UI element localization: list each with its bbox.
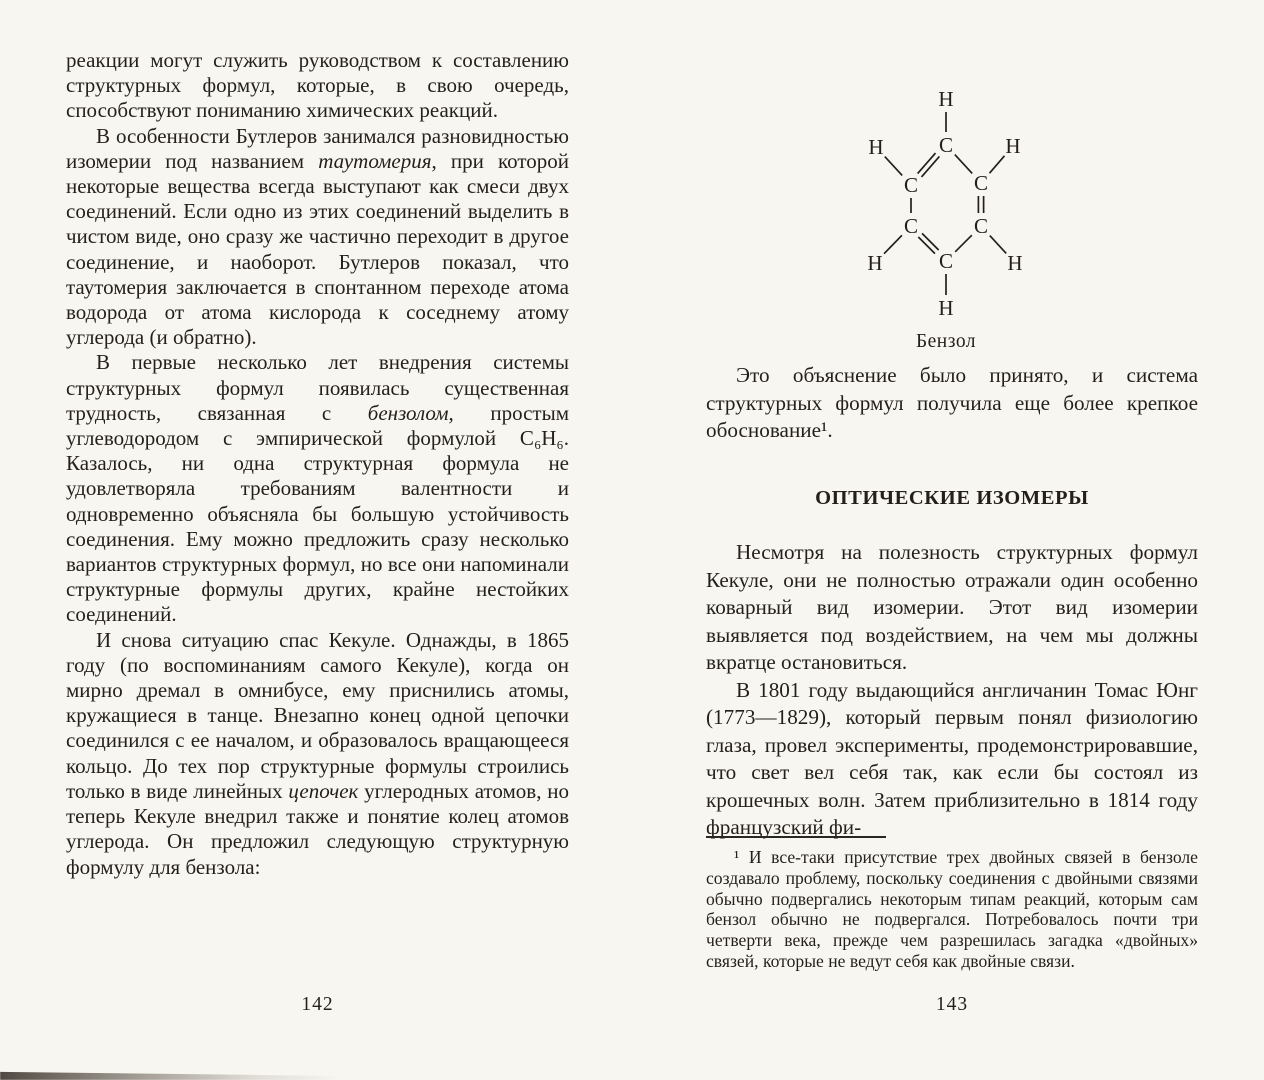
atom-label-c-6: C (903, 214, 919, 238)
italic-term: бензолом (367, 400, 449, 425)
paragraph (66, 350, 569, 627)
atom-label-h-2: H (868, 135, 884, 159)
text-run: реакции могут служить руководством к составлению структурных формул, которые, в свою очередь, способствуют пониманию химических реакций. (66, 48, 569, 123)
paragraph (706, 539, 1198, 677)
atom-label-h-10: H (1007, 251, 1023, 275)
text-run: В особенности Бутлеров занимался разновидностью изомерии под названием (66, 123, 569, 173)
italic-term: цепочек (288, 778, 359, 803)
single-bond (990, 156, 1005, 173)
single-bond (990, 236, 1006, 254)
footnote-divider (706, 836, 886, 838)
benzene-figure (824, 84, 1068, 353)
text-run: Несмотря на полезность структурных формул Кекуле, они не полностью отражали один особенно коварный вид изомерии. Этот вид изомерии выявляется под воздействием, на чем мы должны вкратце остановиться. (706, 540, 1198, 674)
right-page-text (706, 539, 1198, 842)
intro-paragraph (706, 362, 1198, 445)
footnote (706, 847, 1198, 972)
paragraph (706, 847, 1198, 972)
text-run: , при которой некоторые вещества всегда выступают как смеси двух соединений. Если одно из этих соединений выделить в чистом виде, оно сразу же частично переходит в другое соединение, и наоборот. Бутлеров показал, что таутомерия заключается в спонтанном переходе атома водорода от атома кислорода к соседнему атому углерода (и обратно). (66, 148, 569, 350)
page-right (706, 0, 1198, 1080)
page-left (66, 0, 569, 1080)
page-number-left: 142 (301, 994, 334, 1015)
atom-label-c-4: C (903, 173, 919, 197)
single-bond (955, 155, 972, 174)
double-bond (922, 233, 939, 250)
text-run: И снова ситуацию спас Кекуле. Однажды, в 1865 году (по воспоминаниям самого Кекуле), когда он мирно дремал в омнибусе, ему приснились атомы, кружащиеся в танце. Внезапно конец одной цепочки соединился с ее началом, и образовалось вращающееся кольцо. До тех пор структурные формулы строились только в виде линейных (66, 627, 569, 803)
text-run: , простым углеводородом с эмпирической формулой С₆Н₆. Казалось, ни одна структурная формула не удовлетворяла требованиям валентности и одновременно объясняла бы большую устойчивость соединения. Ему можно предложить сразу несколько вариантов структурных формул, но все они напоминали структурные формулы других, крайне нестойких соединений. (66, 400, 569, 627)
paragraph (66, 124, 569, 351)
paragraph (66, 628, 569, 880)
single-bond (884, 235, 902, 253)
atom-label-c-1: C (938, 133, 954, 157)
atom-label-h-9: H (867, 251, 883, 275)
text-run: В 1801 году выдающийся англичанин Томас Юнг (1773—1829), который первым понял физиологию глаза, провел эксперименты, продемонстрировавшие, что свет вел себя так, как если бы состоял из крошечных волн. Затем приблизительно в 1814 году французский фи- (706, 677, 1198, 839)
paragraph (706, 362, 1198, 445)
italic-term: таутомерия (318, 148, 432, 173)
text-run: В первые несколько лет внедрения системы структурных формул появилась существенная трудность, связанная с (66, 350, 569, 425)
single-bond (885, 157, 902, 176)
atom-label-h-3: H (1005, 134, 1021, 158)
atom-label-h-0: H (938, 87, 954, 111)
section-heading: ОПТИЧЕСКИЕ ИЗОМЕРЫ (815, 487, 1089, 509)
benzene-structure-diagram (824, 84, 1068, 322)
atom-label-c-5: C (973, 171, 989, 195)
atom-label-c-7: C (973, 214, 989, 238)
page-number-right: 143 (935, 994, 969, 1015)
text-run: Это объяснение было принято, и система структурных формул получила еще более крепкое обоснование¹. (706, 363, 1198, 442)
text-run: ¹ И все-таки присутствие трех двойных связей в бензоле создавало проблему, поскольку соединения с двойными связями обычно подвергались некоторым типам реакций, которым сам бензол обычно не подвергался. Потребовалось почти три четверти века, прежде чем разрешилась загадка «двойных» связей, которые не ведут себя как двойные связи. (706, 847, 1198, 971)
single-bond (955, 235, 972, 252)
atom-label-h-11: H (938, 296, 954, 320)
paragraph (706, 677, 1198, 842)
figure-caption: Бензол (915, 331, 977, 352)
text-run: углеродных атомов, но теперь Кекуле внедрил также и понятие колец атомов углерода. Он предложил следующую структурную формулу для бензола: (66, 778, 569, 879)
double-bond (918, 237, 935, 254)
paragraph (66, 48, 569, 124)
atom-label-c-8: C (938, 249, 954, 273)
left-page-text (66, 48, 569, 880)
